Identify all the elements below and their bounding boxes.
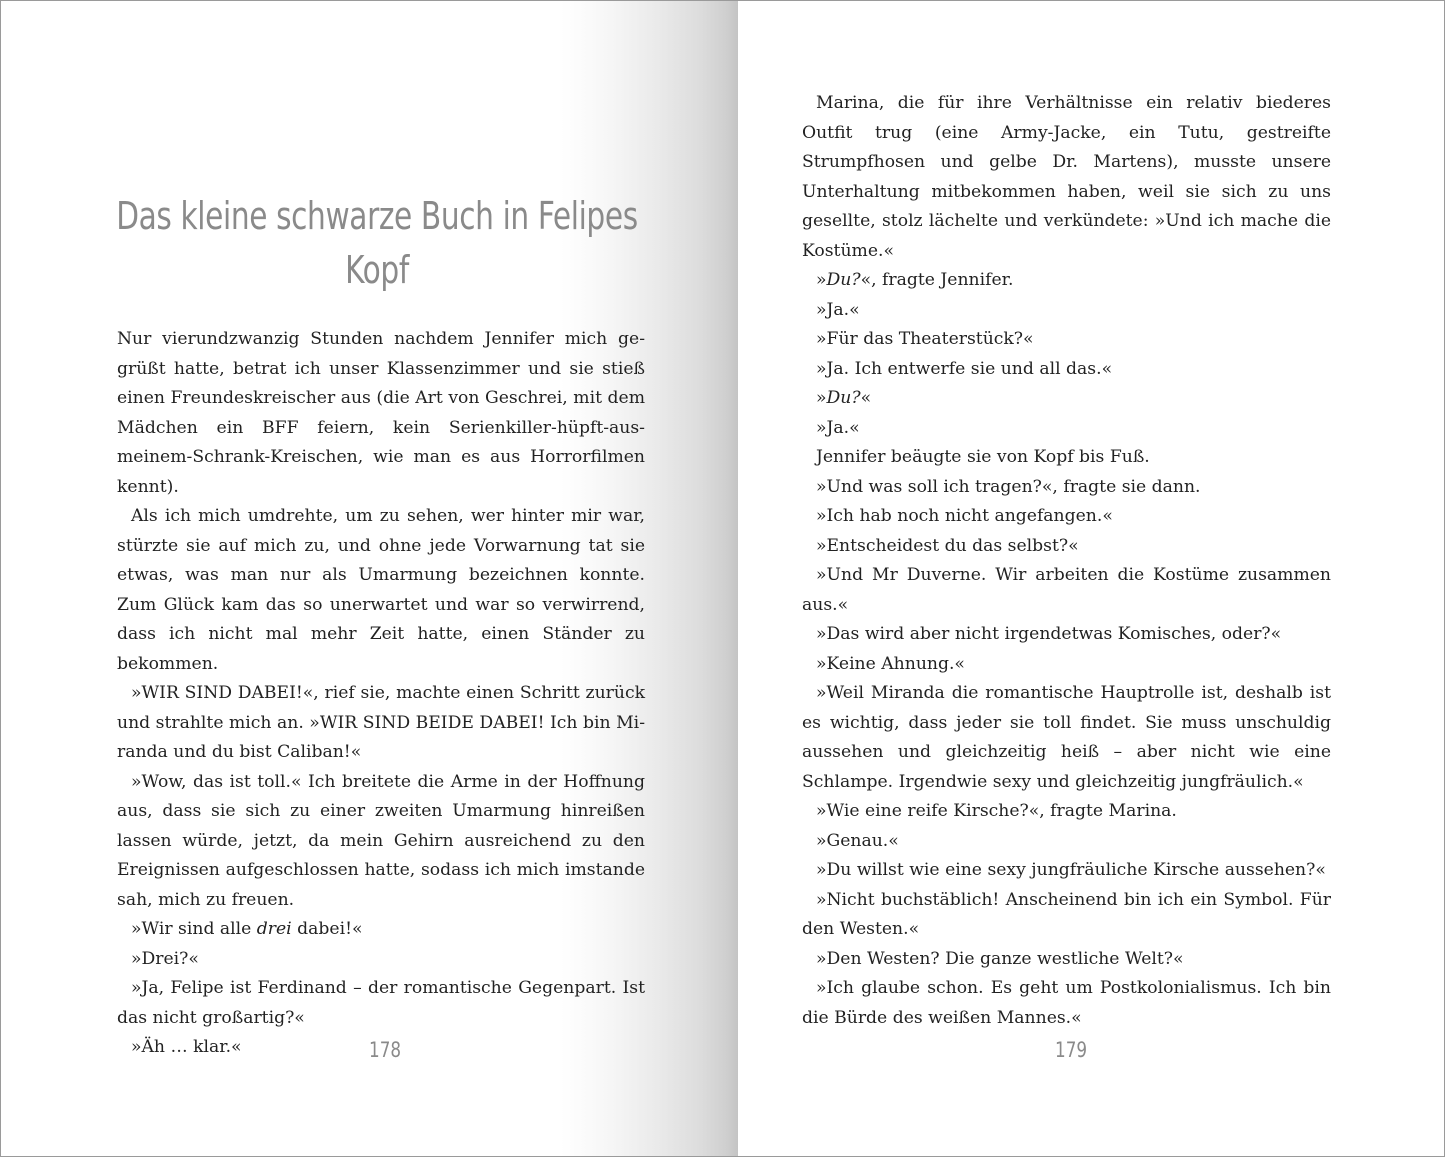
paragraph: »Ich glaube schon. Es geht um Postkolonialismus. Ich bin die Bürde des weißen Mannes.« <box>802 978 1331 1028</box>
paragraph: »Genau.« <box>816 830 899 851</box>
paragraph: »Den Westen? Die ganze westliche Welt?« <box>816 948 1184 969</box>
right-page <box>738 1 1444 1156</box>
left-page <box>1 1 738 1156</box>
paragraph: »Ja.« <box>816 417 860 438</box>
paragraph <box>802 266 1331 296</box>
paragraph: »Und was soll ich tragen?«, fragte sie dann. <box>816 476 1201 497</box>
left-page-body <box>117 325 645 1063</box>
paragraph: »Weil Miranda die romantische Hauptrolle ist, deshalb ist es wichtig, dass jeder sie toll findet. Sie muss unschuldig aussehen und gleichzeitig heiß – aber nicht wie eine Schlampe. Irgendwie sexy und gleichzeitig jungfräulich.« <box>802 683 1331 792</box>
paragraph: »Das wird aber nicht irgendetwas Komisches, oder?« <box>816 624 1282 644</box>
paragraph: »Wow, das ist toll.« Ich breitete die Arme in der Hoffnung aus, dass sie sich zu einer zweiten Umarmung hinreißen lassen würde, jetzt, da mein Gehirn ausreichend zu den Ereignissen aufgeschlossen hatte, sodass ich mich imstande sah, mich zu freuen. <box>117 771 645 910</box>
paragraph: Jennifer beäugte sie von Kopf bis Fuß. <box>816 447 1150 467</box>
paragraph: »Ja.« <box>816 299 860 320</box>
page-number: 178 <box>369 1038 402 1062</box>
text-run: »Wir sind alle <box>131 919 257 939</box>
paragraph: »Für das Theaterstück?« <box>816 329 1034 349</box>
paragraph: »Drei?« <box>131 948 199 969</box>
paragraph: »Äh … klar.« <box>131 1037 242 1057</box>
text-run: dabei!« <box>291 919 363 939</box>
emphasis: Du? <box>826 270 861 290</box>
paragraph <box>117 915 645 945</box>
paragraph: »Ich hab noch nicht angefangen.« <box>816 506 1113 526</box>
paragraph: »Du willst wie eine sexy jungfräuliche Kirsche aussehen?« <box>816 860 1326 880</box>
emphasis: Du? <box>826 388 861 408</box>
text-run: » <box>816 388 827 408</box>
right-page-body <box>802 89 1331 1033</box>
paragraph: »Wie eine reife Kirsche?«, fragte Marina. <box>816 801 1177 821</box>
paragraph: »Entscheidest du das selbst?« <box>816 535 1079 556</box>
paragraph: Nur vierundzwanzig Stunden nachdem Jennifer mich gegrüßt hatte, betrat ich unser Klassenzimmer und sie stieß einen Freundeskreischer aus (die Art von Geschrei, mit dem Mädchen ein BFF feiern, kein Serienkiller-hüpft-aus-meinem-Schrank-Kreischen, wie man es aus Horrorfilmen kennt). <box>117 329 645 497</box>
text-run: « <box>860 388 872 408</box>
paragraph: »Und Mr Duverne. Wir arbeiten die Kostüme zusammen aus.« <box>802 565 1331 615</box>
page-number: 179 <box>1055 1038 1088 1062</box>
chapter-title: Das kleine schwarze Buch in Felipes Kopf <box>116 194 638 292</box>
paragraph: Marina, die für ihre Verhältnisse ein relativ biederes Outfit trug (eine Army-Jacke, ein Tutu, gestreifte Strumpfhosen und gelbe Dr. Martens), musste unsere Unterhaltung mitbekommen haben, weil sie sich zu uns gesellte, stolz lächelte und verkündete: »Und ich mache die Kostüme.« <box>802 93 1331 261</box>
paragraph: »Nicht buchstäblich! Anscheinend bin ich ein Symbol. Für den Westen.« <box>802 889 1331 939</box>
paragraph: Als ich mich umdrehte, um zu sehen, wer hinter mir war, stürzte sie auf mich zu, und ohne jede Vorwarnung tat sie etwas, was man nur als Umarmung bezeichnen konnte. Zum Glück kam das so unerwartet und war so verwirrend, dass ich nicht mal mehr Zeit hatte, einen Ständer zu bekommen. <box>117 506 645 674</box>
text-run: » <box>816 270 827 290</box>
paragraph <box>802 384 1331 414</box>
paragraph: »Keine Ahnung.« <box>816 653 965 674</box>
emphasis: drei <box>256 919 292 939</box>
text-run: «, fragte Jennifer. <box>860 270 1014 290</box>
paragraph: »WIR SIND DABEI!«, rief sie, machte einen Schritt zurück und strahlte mich an. »WIR SIND BEIDE DABEI! Ich bin Miranda und du bist Caliban!« <box>117 683 645 762</box>
paragraph: »Ja. Ich entwerfe sie und all das.« <box>816 358 1113 379</box>
paragraph: »Ja, Felipe ist Ferdinand – der romantische Gegenpart. Ist das nicht großartig?« <box>117 978 645 1028</box>
